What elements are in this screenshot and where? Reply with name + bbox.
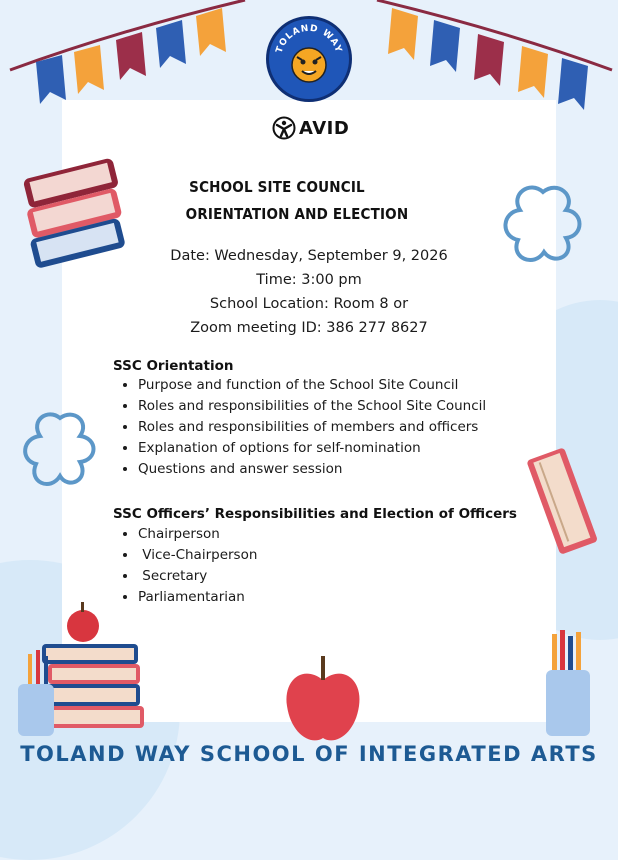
school-name-footer: TOLAND WAY SCHOOL OF INTEGRATED ARTS — [20, 742, 598, 766]
zoom-meeting-id: Zoom meeting ID: 386 277 8627 — [190, 320, 428, 336]
pencil-cup-icon — [540, 630, 600, 740]
list-item: • Chairperson — [138, 524, 257, 545]
list-item: • Explanation of options for self-nomination — [138, 438, 486, 459]
event-location: School Location: Room 8 or — [209, 296, 409, 312]
book-stack-icon — [16, 150, 136, 290]
title-line-1: SCHOOL SITE COUNCIL — [189, 178, 365, 196]
bunting-right-decoration — [372, 0, 618, 110]
list-item: • Parliamentarian — [138, 587, 257, 608]
pencil-cup-icon — [14, 650, 58, 740]
orientation-heading: SSC Orientation — [113, 358, 234, 374]
list-item: • Purpose and function of the School Site Council — [138, 375, 486, 396]
toland-way-logo — [266, 16, 352, 102]
orientation-list — [118, 375, 486, 480]
officers-heading: SSC Officers’ Responsibilities and Election of Officers — [113, 506, 517, 522]
book-icon — [520, 440, 610, 560]
bunting-left-decoration — [0, 0, 250, 110]
flower-outline-icon — [20, 408, 100, 498]
title-line-2: ORIENTATION AND ELECTION — [185, 205, 409, 223]
avid-text: AVID — [299, 117, 350, 139]
flower-outline-icon — [498, 180, 588, 270]
event-time: Time: 3:00 pm — [256, 272, 362, 288]
list-item: • Vice-Chairperson — [138, 545, 257, 566]
list-item: • Secretary — [138, 566, 257, 587]
event-date: Date: Wednesday, September 9, 2026 — [170, 248, 448, 264]
list-item: • Roles and responsibilities of members and officers — [138, 417, 486, 438]
list-item: • Questions and answer session — [138, 459, 486, 480]
avid-figure-icon — [272, 116, 296, 140]
avid-logo — [272, 116, 349, 140]
list-item: • Roles and responsibilities of the School Site Council — [138, 396, 486, 417]
logo-text: TOLAND WAY — [274, 23, 344, 55]
apple-icon — [283, 650, 363, 750]
